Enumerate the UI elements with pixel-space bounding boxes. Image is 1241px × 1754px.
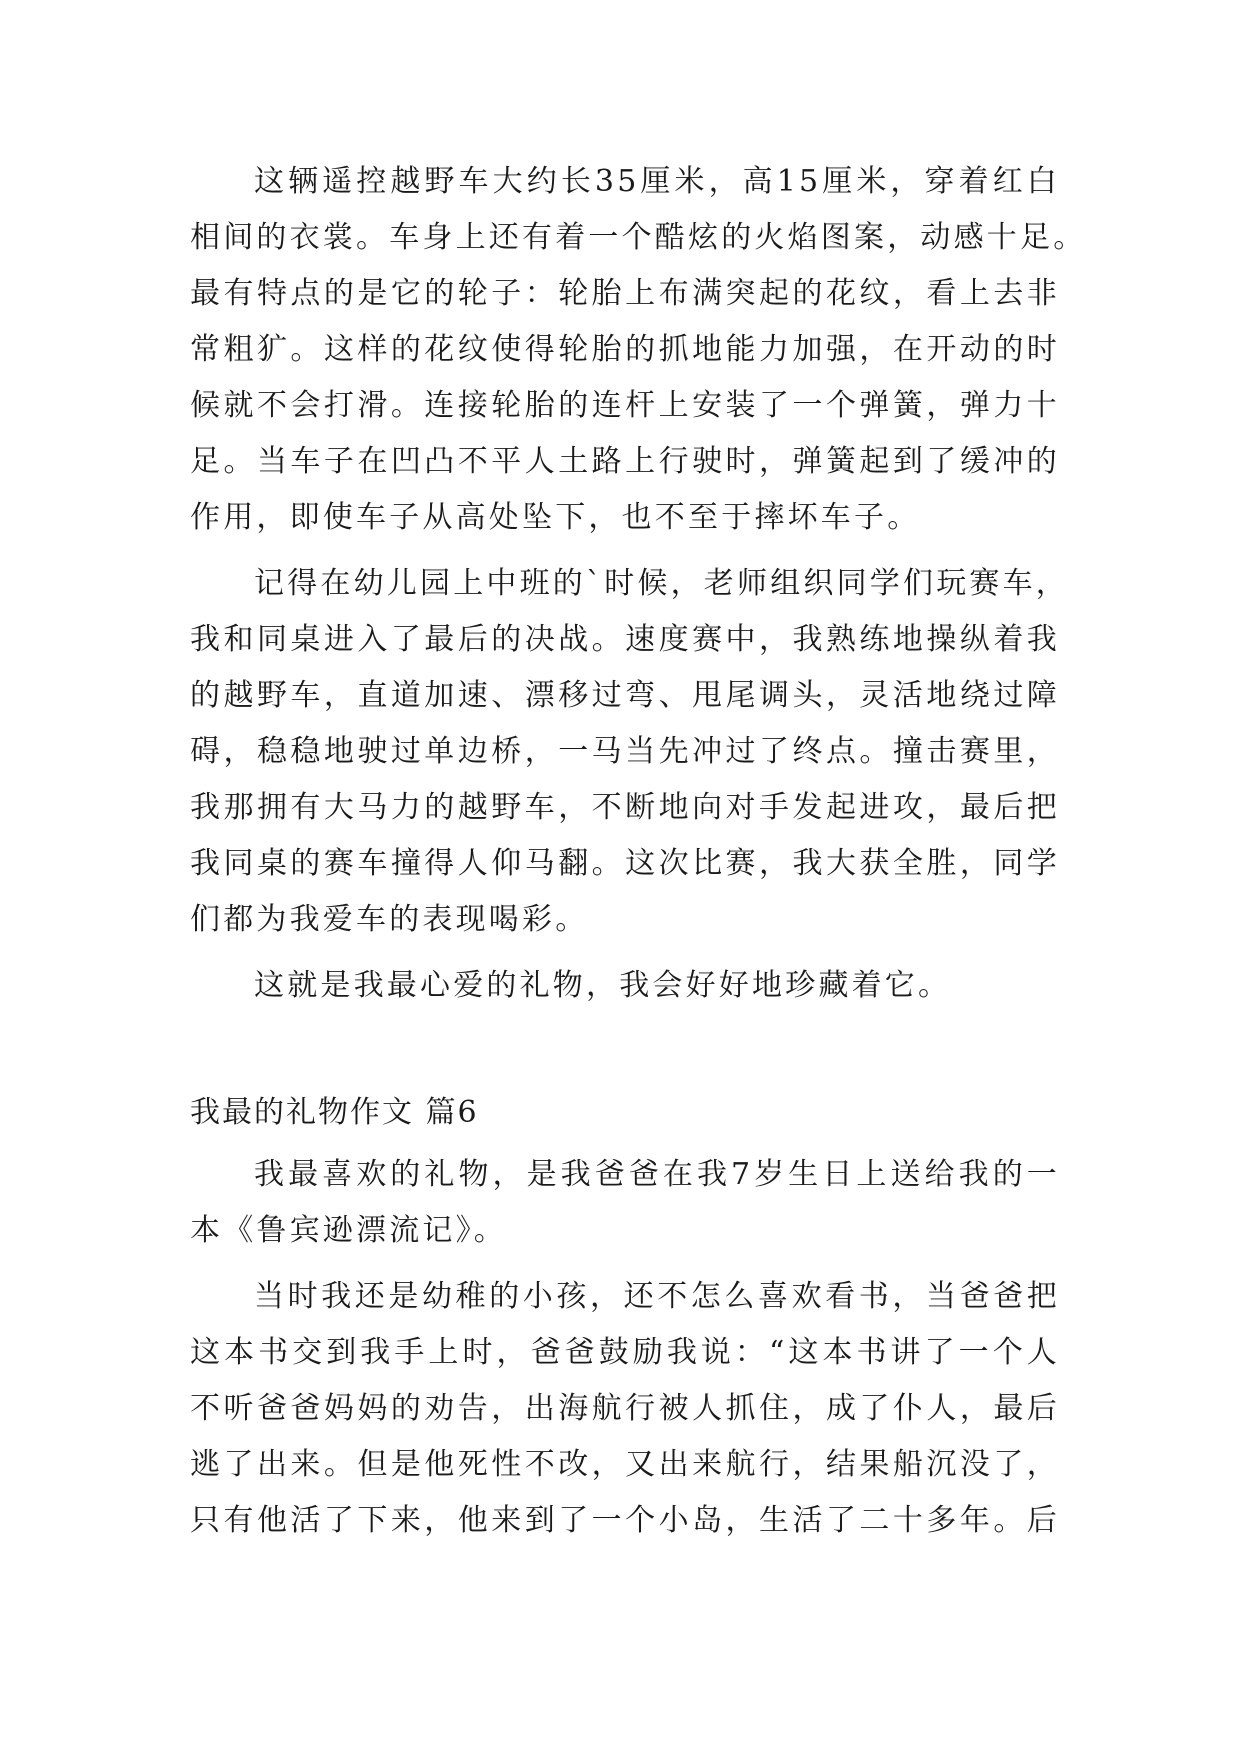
text-line: 碍，稳稳地驶过单边桥，一马当先冲过了终点。撞击赛里， bbox=[190, 734, 1060, 769]
text-line: 不听爸爸妈妈的劝告，出海航行被人抓住，成了仆人，最后 bbox=[190, 1391, 1060, 1426]
text-line: 足。当车子在凹凸不平人土路上行驶时，弹簧起到了缓冲的 bbox=[190, 444, 1060, 479]
text-line: 当时我还是幼稚的小孩，还不怎么喜欢看书，当爸爸把 bbox=[254, 1279, 1060, 1314]
text-line: 记得在幼儿园上中班的`时候，老师组织同学们玩赛车， bbox=[254, 566, 1069, 601]
text-line: 这就是我最心爱的礼物，我会好好地珍藏着它。 bbox=[254, 968, 952, 1003]
text-line: 的越野车，直道加速、漂移过弯、甩尾调头，灵活地绕过障 bbox=[190, 678, 1060, 713]
text-line: 我同桌的赛车撞得人仰马翻。这次比赛，我大获全胜，同学 bbox=[190, 846, 1060, 881]
text-line: 我最喜欢的礼物，是我爸爸在我7岁生日上送给我的一 bbox=[254, 1157, 1060, 1192]
text-line: 们都为我爱车的表现喝彩。 bbox=[190, 902, 589, 937]
text-line: 最有特点的是它的轮子：轮胎上布满突起的花纹，看上去非 bbox=[190, 276, 1060, 311]
text-line: 本《鲁宾逊漂流记》。 bbox=[190, 1213, 507, 1248]
text-line: 我那拥有大马力的越野车，不断地向对手发起进攻，最后把 bbox=[190, 790, 1060, 825]
text-line: 我和同桌进入了最后的决战。速度赛中，我熟练地操纵着我 bbox=[190, 622, 1060, 657]
text-line: 候就不会打滑。连接轮胎的连杆上安装了一个弹簧，弹力十 bbox=[190, 388, 1060, 423]
text-line: 相间的衣裳。车身上还有着一个酷炫的火焰图案，动感十足。 bbox=[190, 220, 1087, 255]
text-line: 作用，即使车子从高处坠下，也不至于摔坏车子。 bbox=[190, 500, 921, 535]
text-line: 这本书交到我手上时，爸爸鼓励我说：“这本书讲了一个人 bbox=[190, 1335, 1060, 1370]
text-line: 这辆遥控越野车大约长35厘米，高15厘米，穿着红白 bbox=[254, 164, 1060, 199]
text-line: 逃了出来。但是他死性不改，又出来航行，结果船沉没了， bbox=[190, 1447, 1060, 1482]
text-line: 常粗犷。这样的花纹使得轮胎的抓地能力加强，在开动的时 bbox=[190, 332, 1060, 367]
section-heading: 我最的礼物作文 篇6 bbox=[190, 1095, 479, 1130]
text-line: 只有他活了下来，他来到了一个小岛，生活了二十多年。后 bbox=[190, 1503, 1060, 1538]
